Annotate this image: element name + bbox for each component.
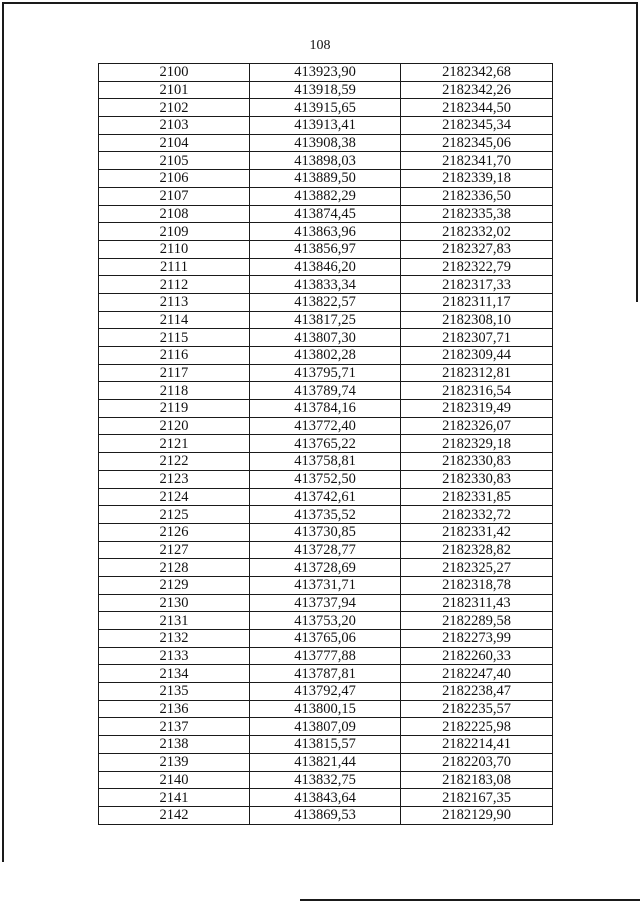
x-coordinate-cell: 413737,94 (250, 594, 401, 612)
y-coordinate-cell: 2182342,68 (401, 64, 553, 82)
table-row (99, 488, 553, 506)
point-number-cell: 2125 (99, 506, 250, 524)
y-coordinate-cell: 2182273,99 (401, 630, 553, 648)
point-number-cell: 2126 (99, 523, 250, 541)
table-row (99, 223, 553, 241)
y-coordinate-cell: 2182289,58 (401, 612, 553, 630)
y-coordinate-cell: 2182312,81 (401, 364, 553, 382)
y-coordinate-cell: 2182238,47 (401, 683, 553, 701)
scan-edge-bottom (300, 899, 640, 901)
y-coordinate-cell: 2182318,78 (401, 576, 553, 594)
point-number-cell: 2120 (99, 417, 250, 435)
y-coordinate-cell: 2182183,08 (401, 771, 553, 789)
table-row (99, 276, 553, 294)
y-coordinate-cell: 2182129,90 (401, 806, 553, 824)
y-coordinate-cell: 2182339,18 (401, 170, 553, 188)
y-coordinate-cell: 2182344,50 (401, 99, 553, 117)
x-coordinate-cell: 413807,30 (250, 329, 401, 347)
table-row (99, 187, 553, 205)
point-number-cell: 2133 (99, 647, 250, 665)
y-coordinate-cell: 2182336,50 (401, 187, 553, 205)
table-row (99, 523, 553, 541)
x-coordinate-cell: 413815,57 (250, 736, 401, 754)
point-number-cell: 2135 (99, 683, 250, 701)
point-number-cell: 2116 (99, 347, 250, 365)
table-row (99, 240, 553, 258)
point-number-cell: 2142 (99, 806, 250, 824)
table-row (99, 576, 553, 594)
table-row (99, 630, 553, 648)
y-coordinate-cell: 2182341,70 (401, 152, 553, 170)
point-number-cell: 2130 (99, 594, 250, 612)
x-coordinate-cell: 413742,61 (250, 488, 401, 506)
table-row (99, 152, 553, 170)
x-coordinate-cell: 413822,57 (250, 293, 401, 311)
y-coordinate-cell: 2182332,72 (401, 506, 553, 524)
point-number-cell: 2128 (99, 559, 250, 577)
point-number-cell: 2137 (99, 718, 250, 736)
point-number-cell: 2104 (99, 134, 250, 152)
x-coordinate-cell: 413898,03 (250, 152, 401, 170)
x-coordinate-cell: 413731,71 (250, 576, 401, 594)
y-coordinate-cell: 2182327,83 (401, 240, 553, 258)
point-number-cell: 2136 (99, 700, 250, 718)
y-coordinate-cell: 2182328,82 (401, 541, 553, 559)
y-coordinate-cell: 2182316,54 (401, 382, 553, 400)
scan-edge-left (2, 2, 4, 862)
table-row (99, 205, 553, 223)
table-row (99, 665, 553, 683)
table-row (99, 400, 553, 418)
point-number-cell: 2113 (99, 293, 250, 311)
table-row (99, 293, 553, 311)
table-row (99, 683, 553, 701)
y-coordinate-cell: 2182308,10 (401, 311, 553, 329)
table-row (99, 506, 553, 524)
point-number-cell: 2101 (99, 81, 250, 99)
y-coordinate-cell: 2182325,27 (401, 559, 553, 577)
x-coordinate-cell: 413735,52 (250, 506, 401, 524)
point-number-cell: 2124 (99, 488, 250, 506)
x-coordinate-cell: 413728,77 (250, 541, 401, 559)
x-coordinate-cell: 413856,97 (250, 240, 401, 258)
point-number-cell: 2122 (99, 453, 250, 471)
point-number-cell: 2114 (99, 311, 250, 329)
x-coordinate-cell: 413758,81 (250, 453, 401, 471)
y-coordinate-cell: 2182311,43 (401, 594, 553, 612)
x-coordinate-cell: 413923,90 (250, 64, 401, 82)
y-coordinate-cell: 2182329,18 (401, 435, 553, 453)
x-coordinate-cell: 413915,65 (250, 99, 401, 117)
y-coordinate-cell: 2182260,33 (401, 647, 553, 665)
table-row (99, 700, 553, 718)
table-row (99, 99, 553, 117)
x-coordinate-cell: 413777,88 (250, 647, 401, 665)
point-number-cell: 2127 (99, 541, 250, 559)
x-coordinate-cell: 413728,69 (250, 559, 401, 577)
x-coordinate-cell: 413795,71 (250, 364, 401, 382)
table-row (99, 612, 553, 630)
x-coordinate-cell: 413784,16 (250, 400, 401, 418)
point-number-cell: 2105 (99, 152, 250, 170)
x-coordinate-cell: 413843,64 (250, 789, 401, 807)
x-coordinate-cell: 413882,29 (250, 187, 401, 205)
table-row (99, 258, 553, 276)
x-coordinate-cell: 413800,15 (250, 700, 401, 718)
point-number-cell: 2119 (99, 400, 250, 418)
x-coordinate-cell: 413730,85 (250, 523, 401, 541)
table-row (99, 753, 553, 771)
table-row (99, 170, 553, 188)
y-coordinate-cell: 2182317,33 (401, 276, 553, 294)
point-number-cell: 2111 (99, 258, 250, 276)
table-row (99, 789, 553, 807)
x-coordinate-cell: 413792,47 (250, 683, 401, 701)
y-coordinate-cell: 2182235,57 (401, 700, 553, 718)
table-row (99, 718, 553, 736)
x-coordinate-cell: 413765,22 (250, 435, 401, 453)
y-coordinate-cell: 2182342,26 (401, 81, 553, 99)
table-row (99, 594, 553, 612)
x-coordinate-cell: 413908,38 (250, 134, 401, 152)
y-coordinate-cell: 2182307,71 (401, 329, 553, 347)
point-number-cell: 2141 (99, 789, 250, 807)
point-number-cell: 2132 (99, 630, 250, 648)
table-row (99, 541, 553, 559)
page-number: 108 (309, 38, 331, 53)
y-coordinate-cell: 2182203,70 (401, 753, 553, 771)
point-number-cell: 2121 (99, 435, 250, 453)
x-coordinate-cell: 413765,06 (250, 630, 401, 648)
coordinates-table (98, 63, 553, 825)
table-row (99, 453, 553, 471)
point-number-cell: 2106 (99, 170, 250, 188)
x-coordinate-cell: 413772,40 (250, 417, 401, 435)
table-row (99, 134, 553, 152)
table-row (99, 117, 553, 135)
y-coordinate-cell: 2182319,49 (401, 400, 553, 418)
table-row (99, 382, 553, 400)
x-coordinate-cell: 413753,20 (250, 612, 401, 630)
y-coordinate-cell: 2182331,85 (401, 488, 553, 506)
y-coordinate-cell: 2182330,83 (401, 470, 553, 488)
table-row (99, 64, 553, 82)
table-row (99, 435, 553, 453)
table-row (99, 736, 553, 754)
table-row (99, 417, 553, 435)
x-coordinate-cell: 413918,59 (250, 81, 401, 99)
point-number-cell: 2110 (99, 240, 250, 258)
y-coordinate-cell: 2182214,41 (401, 736, 553, 754)
point-number-cell: 2138 (99, 736, 250, 754)
y-coordinate-cell: 2182331,42 (401, 523, 553, 541)
x-coordinate-cell: 413833,34 (250, 276, 401, 294)
y-coordinate-cell: 2182311,17 (401, 293, 553, 311)
point-number-cell: 2102 (99, 99, 250, 117)
y-coordinate-cell: 2182309,44 (401, 347, 553, 365)
point-number-cell: 2129 (99, 576, 250, 594)
x-coordinate-cell: 413817,25 (250, 311, 401, 329)
table-row (99, 364, 553, 382)
table-row (99, 647, 553, 665)
point-number-cell: 2123 (99, 470, 250, 488)
point-number-cell: 2107 (99, 187, 250, 205)
x-coordinate-cell: 413752,50 (250, 470, 401, 488)
y-coordinate-cell: 2182335,38 (401, 205, 553, 223)
point-number-cell: 2139 (99, 753, 250, 771)
y-coordinate-cell: 2182322,79 (401, 258, 553, 276)
y-coordinate-cell: 2182332,02 (401, 223, 553, 241)
point-number-cell: 2118 (99, 382, 250, 400)
point-number-cell: 2134 (99, 665, 250, 683)
scan-edge-top (2, 2, 638, 4)
x-coordinate-cell: 413787,81 (250, 665, 401, 683)
point-number-cell: 2140 (99, 771, 250, 789)
point-number-cell: 2103 (99, 117, 250, 135)
table-row (99, 771, 553, 789)
x-coordinate-cell: 413863,96 (250, 223, 401, 241)
coordinates-table-body (99, 64, 553, 825)
point-number-cell: 2112 (99, 276, 250, 294)
point-number-cell: 2100 (99, 64, 250, 82)
table-row (99, 329, 553, 347)
x-coordinate-cell: 413807,09 (250, 718, 401, 736)
x-coordinate-cell: 413821,44 (250, 753, 401, 771)
point-number-cell: 2108 (99, 205, 250, 223)
x-coordinate-cell: 413832,75 (250, 771, 401, 789)
x-coordinate-cell: 413874,45 (250, 205, 401, 223)
point-number-cell: 2115 (99, 329, 250, 347)
x-coordinate-cell: 413869,53 (250, 806, 401, 824)
table-row (99, 806, 553, 824)
point-number-cell: 2117 (99, 364, 250, 382)
y-coordinate-cell: 2182247,40 (401, 665, 553, 683)
y-coordinate-cell: 2182345,06 (401, 134, 553, 152)
point-number-cell: 2109 (99, 223, 250, 241)
point-number-cell: 2131 (99, 612, 250, 630)
y-coordinate-cell: 2182326,07 (401, 417, 553, 435)
table-row (99, 311, 553, 329)
y-coordinate-cell: 2182345,34 (401, 117, 553, 135)
y-coordinate-cell: 2182167,35 (401, 789, 553, 807)
x-coordinate-cell: 413846,20 (250, 258, 401, 276)
y-coordinate-cell: 2182330,83 (401, 453, 553, 471)
x-coordinate-cell: 413913,41 (250, 117, 401, 135)
y-coordinate-cell: 2182225,98 (401, 718, 553, 736)
x-coordinate-cell: 413789,74 (250, 382, 401, 400)
x-coordinate-cell: 413802,28 (250, 347, 401, 365)
table-row (99, 559, 553, 577)
table-row (99, 470, 553, 488)
table-row (99, 81, 553, 99)
x-coordinate-cell: 413889,50 (250, 170, 401, 188)
table-row (99, 347, 553, 365)
